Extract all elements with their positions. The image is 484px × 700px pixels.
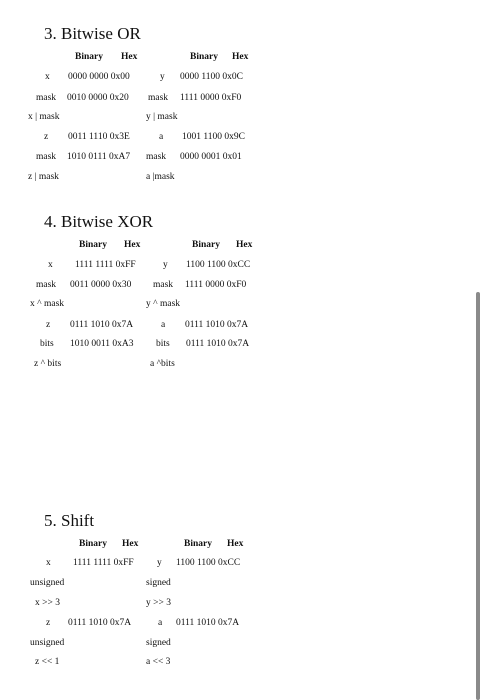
- var-value: 0000 0000 0x00: [68, 72, 130, 82]
- expression: z ^ bits: [34, 359, 62, 369]
- var-value: 0010 0000 0x20: [67, 93, 129, 103]
- var-label: bits: [156, 339, 170, 349]
- var-label: x: [45, 72, 50, 82]
- var-label: z: [46, 618, 51, 628]
- expression: z | mask: [28, 172, 59, 182]
- var-label: mask: [36, 280, 57, 290]
- var-value: 0111 1010 0x7A: [70, 320, 134, 330]
- note-label: signed: [146, 578, 171, 588]
- var-label: mask: [148, 93, 169, 103]
- var-value: 0111 1010 0x7A: [176, 618, 240, 628]
- expression: z << 1: [35, 657, 60, 667]
- expression: y | mask: [146, 112, 178, 122]
- var-label: a: [158, 618, 163, 628]
- var-value: 1001 1100 0x9C: [182, 132, 245, 142]
- var-label: mask: [36, 152, 57, 162]
- var-value: 1111 0000 0xF0: [185, 280, 247, 290]
- expression: a << 3: [146, 657, 171, 667]
- var-label: mask: [146, 152, 167, 162]
- expression: x >> 3: [35, 598, 60, 608]
- var-value: 1100 1100 0xCC: [186, 260, 251, 270]
- hex-header: Hex: [236, 240, 253, 250]
- var-label: y: [157, 558, 162, 568]
- var-label: z: [44, 132, 49, 142]
- expression: y ^ mask: [146, 299, 181, 309]
- hex-header: Hex: [124, 240, 141, 250]
- expression: x | mask: [28, 112, 60, 122]
- var-label: z: [46, 320, 51, 330]
- var-label: mask: [153, 280, 174, 290]
- var-value: 0111 1010 0x7A: [185, 320, 249, 330]
- var-label: bits: [40, 339, 54, 349]
- binary-header: Binary: [184, 539, 212, 549]
- var-label: y: [160, 72, 165, 82]
- expression: y >> 3: [146, 598, 171, 608]
- binary-header: Binary: [79, 240, 107, 250]
- expression: x ^ mask: [30, 299, 65, 309]
- binary-header: Binary: [192, 240, 220, 250]
- section-title: 3. Bitwise OR: [44, 24, 141, 43]
- var-value: 0000 1100 0x0C: [180, 72, 243, 82]
- note-label: unsigned: [30, 638, 65, 648]
- hex-header: Hex: [122, 539, 139, 549]
- var-value: 1100 1100 0xCC: [176, 558, 241, 568]
- var-value: 0111 1010 0x7A: [68, 618, 132, 628]
- vertical-scrollbar[interactable]: [476, 292, 480, 700]
- note-label: signed: [146, 638, 171, 648]
- var-label: a: [159, 132, 164, 142]
- var-value: 0111 1010 0x7A: [186, 339, 250, 349]
- hex-header: Hex: [121, 52, 138, 62]
- var-value: 0011 0000 0x30: [70, 280, 132, 290]
- var-label: a: [161, 320, 166, 330]
- hex-header: Hex: [227, 539, 244, 549]
- var-label: mask: [36, 93, 57, 103]
- binary-header: Binary: [79, 539, 107, 549]
- var-label: x: [48, 260, 53, 270]
- expression: a |mask: [146, 172, 175, 182]
- var-value: 1111 1111 0xFF: [73, 558, 134, 568]
- binary-header: Binary: [75, 52, 103, 62]
- section-title: 5. Shift: [44, 511, 95, 530]
- var-value: 1111 0000 0xF0: [180, 93, 242, 103]
- var-value: 0000 0001 0x01: [180, 152, 242, 162]
- var-value: 1111 1111 0xFF: [75, 260, 136, 270]
- expression: a ^bits: [150, 359, 175, 369]
- binary-header: Binary: [190, 52, 218, 62]
- var-label: x: [46, 558, 51, 568]
- var-value: 1010 0011 0xA3: [70, 339, 134, 349]
- section-title: 4. Bitwise XOR: [44, 212, 154, 231]
- var-label: y: [163, 260, 168, 270]
- var-value: 1010 0111 0xA7: [67, 152, 131, 162]
- note-label: unsigned: [30, 578, 65, 588]
- var-value: 0011 1110 0x3E: [68, 132, 130, 142]
- hex-header: Hex: [232, 52, 249, 62]
